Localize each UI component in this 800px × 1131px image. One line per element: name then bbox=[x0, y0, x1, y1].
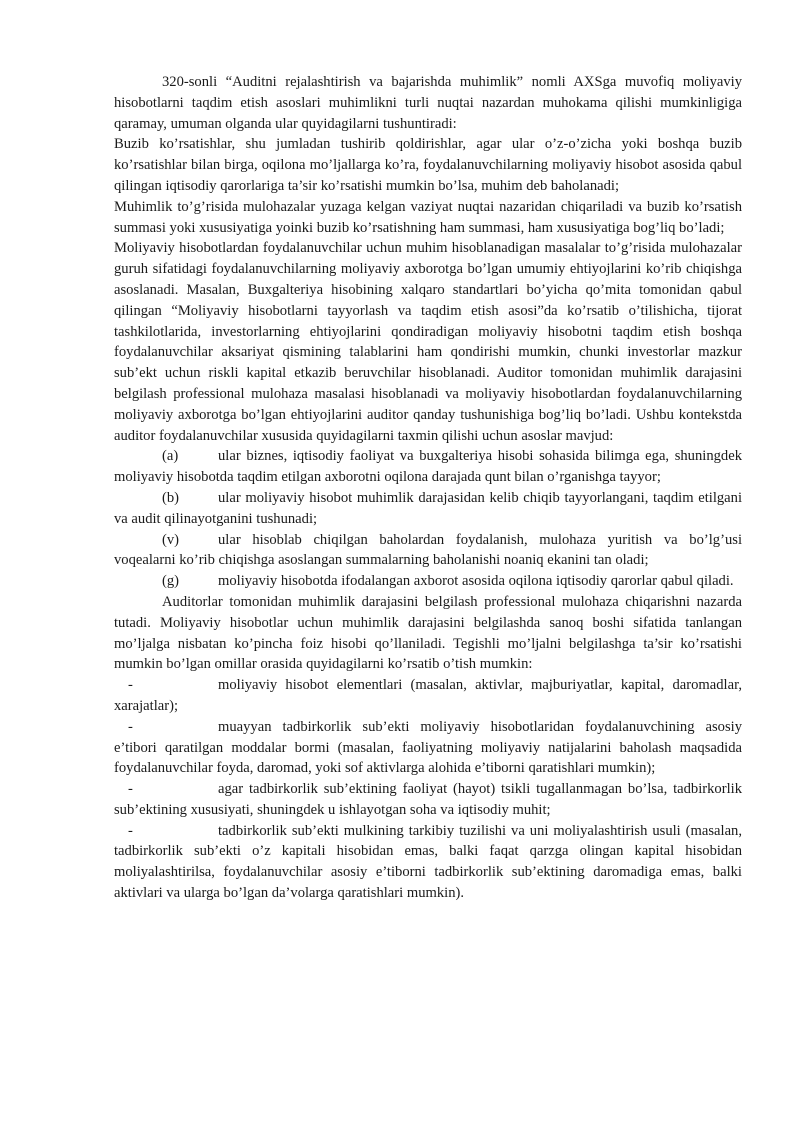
list-item-text: moliyaviy hisobot elementlari (masalan, aktivlar, majburiyatlar, kapital, daromadlar, xarajatlar); bbox=[114, 677, 742, 714]
lettered-list-item bbox=[114, 488, 742, 530]
list-item-bullet: - bbox=[128, 781, 133, 798]
body-paragraph: Buzib ko’rsatishlar, shu jumladan tushirib qoldirishlar, agar ular o’z-o’zicha yoki boshqa buzib ko’rsatishlar bilan birga, oqilona mo’ljallarga ko’ra, foydalanuvchilarning moliyaviy hisobot asosida qabul qilingan iqtisodiy qarorlariga ta’sir ko’rsatishi mumkin bo’lsa, muhim deb baholanadi; bbox=[114, 136, 742, 194]
dash-list-item bbox=[114, 717, 742, 779]
body-paragraph: Muhimlik to’g’risida mulohazalar yuzaga kelgan vaziyat nuqtai nazaridan chiqariladi va buzib ko’rsatish summasi yoki xususiyatiga yoinki buzib ko’rsatishning ham summasi, ham xususiyatiga bog’liq bo’ladi; bbox=[114, 198, 742, 236]
list-item-text: agar tadbirkorlik sub’ektining faoliyat (hayot) tsikli tugallanmagan bo’lsa, tadbirkorlik sub’ektining xususiyati, shuningdek u ishlayotgan soha va iqtisodiy muhit; bbox=[114, 781, 742, 818]
list-item-bullet: - bbox=[128, 822, 133, 839]
list-item-bullet: - bbox=[128, 718, 133, 735]
dash-list-item bbox=[114, 821, 742, 904]
list-item-text: tadbirkorlik sub’ekti mulkining tarkibiy tuzilishi va uni moliyalashtirish usuli (masalan, tadbirkorlik sub’ekti o’z kapitali hisobidan emas, balki faqat qarzga olingan kapital hisobidan moliyalashtirilsa, foydalanuvchilar asosiy e’tiborni tadbirkorlik sub’ektining daromadiga emas, balki aktivlari va ularga bo’lgan da’volarga qaratishlari mumkin). bbox=[114, 822, 742, 902]
lettered-list-item bbox=[114, 530, 742, 572]
closing-paragraph: Auditorlar tomonidan muhimlik darajasini belgilash professional mulohaza chiqarishni nazarda tutadi. Moliyaviy hisobotlar uchun muhimlik darajasini belgilashda sanoq boshi sifatida tanlangan mo’ljalga nisbatan ko’pincha foiz hisobi qo’llaniladi. Tegishli mo’ljalni belgilashga ta’sir ko’rsatishi mumkin bo’lgan omillar orasida quyidagilarni ko’rsatib o’tish mumkin: bbox=[114, 593, 742, 673]
intro-paragraph: 320-sonli “Auditni rejalashtirish va bajarishda muhimlik” nomli AXSga muvofiq moliyaviy hisobotlarni taqdim etish asoslari muhimlikni turli nuqtai nazardan muhokama qilishi mumkinligiga qaramay, umuman olganda ular quyidagilarni tushuntiradi: bbox=[114, 74, 742, 132]
lettered-list-item bbox=[114, 571, 742, 592]
list-item-text: muayyan tadbirkorlik sub’ekti moliyaviy hisobotlaridan foydalanuvchining asosiy e’tibori qaratilgan moddalar bormi (masalan, faoliyatning moliyaviy natijalarini baholash maqsadida foydalanuvchilar foyda, daromad, yoki sof aktivlarga alohida e’tiborni qaratishlari mumkin); bbox=[114, 718, 742, 777]
dash-list-item bbox=[114, 779, 742, 821]
list-item-label: (b) bbox=[162, 489, 180, 506]
list-item-text: moliyaviy hisobotda ifodalangan axborot asosida oqilona iqtisodiy qarorlar qabul qiladi. bbox=[218, 573, 734, 590]
list-item-label: (a) bbox=[162, 448, 179, 465]
list-item-text: ular biznes, iqtisodiy faoliyat va buxgalteriya hisobi sohasida bilimga ega, shuningdek moliyaviy hisobotda taqdim etilgan axborotni oqilona darajada qunt bilan o’rganishga tayyor; bbox=[114, 448, 742, 486]
list-item-label: (v) bbox=[162, 531, 180, 548]
dash-list-item bbox=[114, 675, 742, 717]
lettered-list-item bbox=[114, 446, 742, 488]
list-item-label: (g) bbox=[162, 573, 180, 590]
list-item-text: ular hisoblab chiqilgan baholardan foydalanish, mulohaza yuritish va bo’lg’usi voqealarni ko’rib chiqishga asoslangan summalarning baholanishi noaniq ekanini tan oladi; bbox=[114, 531, 742, 569]
list-item-bullet: - bbox=[128, 677, 133, 694]
list-item-text: ular moliyaviy hisobot muhimlik darajasidan kelib chiqib tayyorlangani, taqdim etilgani va audit qilinayotganini tushunadi; bbox=[114, 489, 742, 527]
body-paragraph: Moliyaviy hisobotlardan foydalanuvchilar uchun muhim hisoblanadigan masalalar to’g’risida mulohazalar guruh sifatidagi foydalanuvchilarning moliyaviy axborotga bo’lgan umumiy ehtiyojlarini ko’rib chiqishga asoslanadi. Masalan, Buxgalteriya hisobining xalqaro standartlari bo’yicha qo’mita tomonidan qabul qilingan “Moliyaviy hisobotlarni tayyorlash va taqdim etish asosi”da ko’rsatib o’tilishicha, tijorat tashkilotlarida, investorlarning ehtiyojlarini qondiradigan moliyaviy hisobotni taqdim etish boshqa foydalanuvchilar aksariyat qismining talablarini ham qondirishi mumkin, chunki investorlar mazkur sub’ekt uchun riskli kapital etkazib beruvchilar hisoblanadi. Auditor tomonidan muhimlik darajasini belgilash professional mulohaza masalasi hisoblanadi va moliyaviy hisobotlardan foydalanuvchilarning moliyaviy axborotga bo’lgan ehtiyojlarini auditor qanday tushunishiga bog’liq bo’ladi. Ushbu kontekstda auditor foydalanuvchilar xususida quyidagilarni taxmin qilishi uchun asoslar mavjud: bbox=[114, 240, 742, 444]
